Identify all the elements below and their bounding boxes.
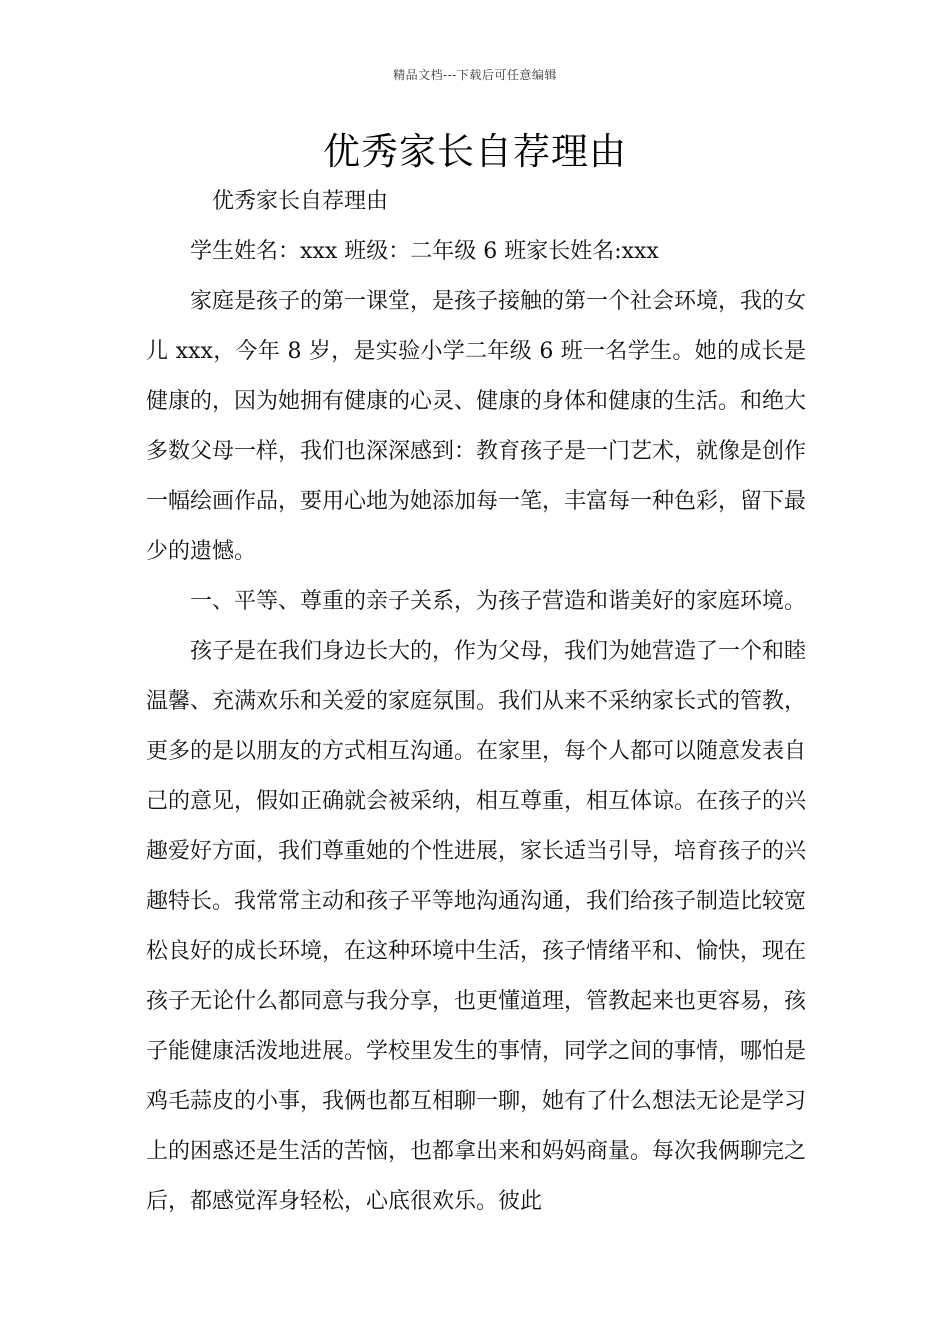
document-title: 优秀家长自荐理由 — [323, 130, 627, 173]
body-paragraph: 孩子是在我们身边长大的，作为父母，我们为她营造了一个和睦温馨、充满欢乐和关爱的家庭氛围。我们从来不采纳家长式的管教，更多的是以朋友的方式相互沟通。在家里，每个人都可以随意发表自己的意见，假如正确就会被采纳，相互尊重，相互体谅。在孩子的兴趣爱好方面，我们尊重她的个性进展，家长适当引导，培育孩子的兴趣特长。我常常主动和孩子平等地沟通沟通，我们给孩子制造比较宽松良好的成长环境，在这种环境中生活，孩子情绪平和、愉快，现在孩子无论什么都同意与我分享，也更懂道理，管教起来也更容易，孩子能健康活泼地进展。学校里发生的事情，同学之间的事情，哪怕是鸡毛蒜皮的小事，我俩也都互相聊一聊，她有了什么想法无论是学习上的困惑还是生活的苦恼，也都拿出来和妈妈商量。每次我俩聊完之后，都感觉浑身轻松，心底很欢乐。彼此 — [146, 639, 807, 1214]
body-paragraph: 家庭是孩子的第一课堂，是孩子接触的第一个社会环境，我的女儿 xxx，今年 8 岁，是实验小学二年级 6 班一名学生。她的成长是健康的，因为她拥有健康的心灵、健康的身体和健康的生活。和绝大多数父母一样，我们也深深感到：教育孩子是一门艺术，就像是创作一幅绘画作品，要用心地为她添加每一笔，丰富每一种色彩，留下最少的遗憾。 — [146, 289, 807, 564]
student-info-paragraph: 学生姓名：xxx 班级：二年级 6 班家长姓名:xxx — [190, 239, 659, 264]
subtitle-paragraph: 优秀家长自荐理由 — [212, 189, 389, 214]
section-heading: 一、平等、尊重的亲子关系，为孩子营造和谐美好的家庭环境。 — [190, 589, 807, 614]
document-body — [146, 177, 806, 1227]
page-header: 精品文档---下载后可任意编辑 — [393, 68, 557, 82]
